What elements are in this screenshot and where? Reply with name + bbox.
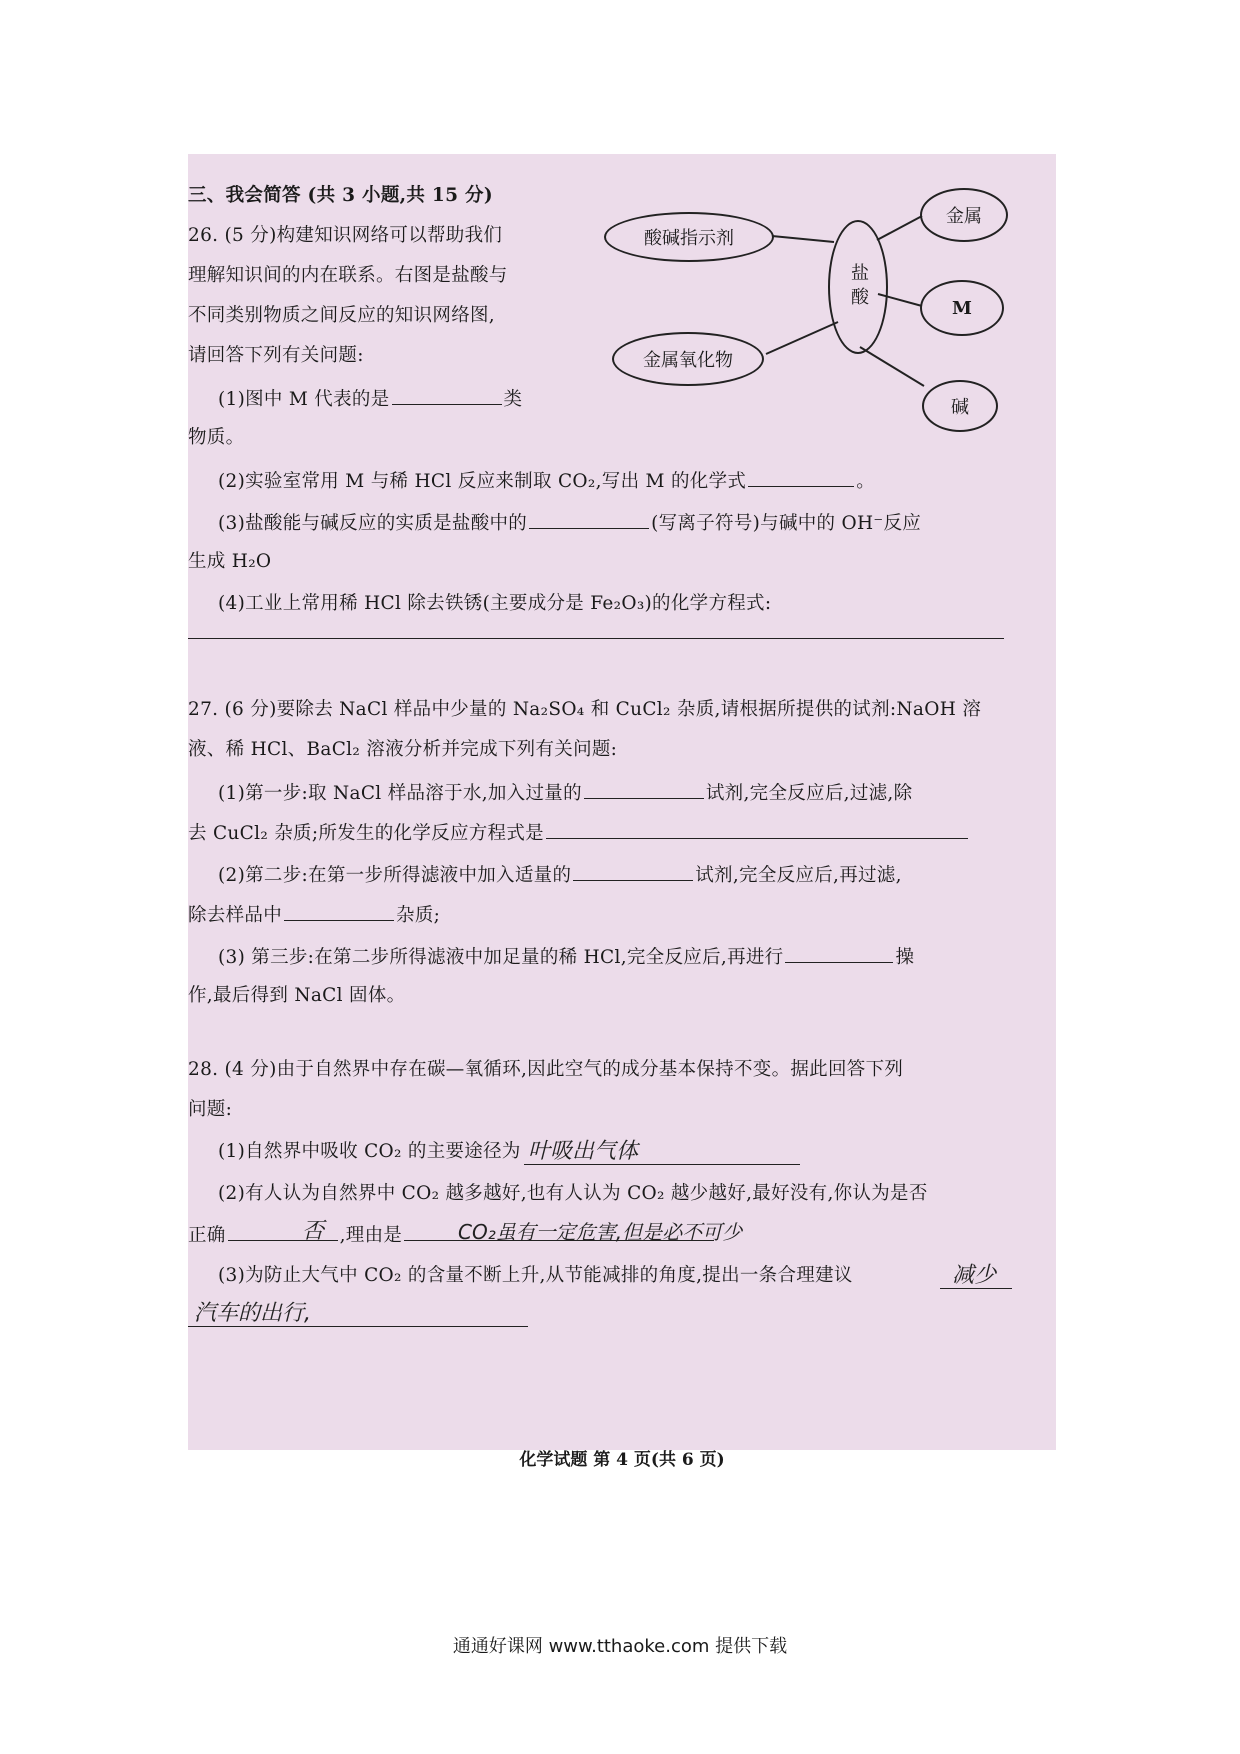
metal-node	[920, 188, 1008, 242]
q27-step3-cont: 作,最后得到 NaCl 固体。	[188, 985, 406, 1006]
q27-step3-text: (3) 第三步:在第二步所得滤液中加足量的稀 HCl,完全反应后,再进行	[218, 947, 784, 968]
q27-step1	[218, 780, 912, 806]
q28-part1-text: (1)自然界中吸收 CO₂ 的主要途径为	[218, 1141, 521, 1162]
q27-step2-text: (2)第二步:在第一步所得滤液中加入适量的	[218, 865, 572, 886]
metal-oxide-node	[612, 332, 764, 386]
indicator-node	[604, 212, 774, 262]
answer-blank[interactable]	[785, 944, 893, 963]
answer-blank[interactable]	[573, 862, 693, 881]
q27-intro-line: 液、稀 HCl、BaCl₂ 溶液分析并完成下列有关问题:	[188, 739, 618, 760]
q26-part2-end: 。	[856, 471, 875, 492]
q26-intro-line: 请回答下列有关问题:	[188, 345, 364, 366]
q26-part1-text: (1)图中 M 代表的是	[218, 389, 390, 410]
metal-label: 金属	[946, 206, 982, 227]
handwritten-answer: 否	[302, 1219, 325, 1244]
q27-step1-cont	[188, 820, 970, 846]
q28-part1	[218, 1140, 521, 1164]
q26-part3-text2: (写离子符号)与碱中的 OH⁻反应	[651, 513, 922, 534]
q27-step2	[218, 862, 902, 888]
handwritten-answer: 减少	[952, 1263, 997, 1288]
q28-part2: (2)有人认为自然界中 CO₂ 越多越好,也有人认为 CO₂ 越少越好,最好没有,你认为是否	[218, 1183, 928, 1204]
q28-intro-line: 28. (4 分)由于自然界中存在碳—氧循环,因此空气的成分基本保持不变。据此回答下列	[188, 1059, 904, 1080]
answer-blank[interactable]	[546, 820, 968, 839]
q26-part3-text: (3)盐酸能与碱反应的实质是盐酸中的	[218, 513, 528, 534]
m-node	[920, 280, 1004, 336]
page-footer: 化学试题 第 4 页(共 6 页)	[519, 1450, 725, 1470]
answer-blank[interactable]	[392, 386, 502, 405]
answer-blank[interactable]	[284, 902, 394, 921]
q27-step2-text2: 试剂,完全反应后,再过滤,	[695, 865, 902, 886]
metal-oxide-label: 金属氧化物	[643, 350, 733, 371]
q28-part2-reason-label: ,理由是	[339, 1225, 403, 1246]
q26-part1-cont: 物质。	[188, 427, 245, 448]
section-title: 三、我会简答 (共 3 小题,共 15 分)	[188, 185, 493, 206]
diagram-links	[188, 154, 1056, 414]
answer-line[interactable]	[188, 638, 1004, 639]
answer-blank[interactable]	[529, 510, 649, 529]
q27-step1-text2: 试剂,完全反应后,过滤,除	[705, 783, 913, 804]
handwritten-answer: 叶吸出气体	[528, 1139, 639, 1164]
handwritten-answer: CO₂虽有一定危害,但是必不可少	[458, 1220, 743, 1244]
q26-intro-line: 理解知识间的内在联系。右图是盐酸与	[188, 265, 508, 286]
hydrochloric-acid-label: 盐酸	[848, 263, 869, 311]
answer-line[interactable]	[940, 1288, 1012, 1289]
q28-part3: (3)为防止大气中 CO₂ 的含量不断上升,从节能减排的角度,提出一条合理建议	[218, 1265, 853, 1286]
answer-line[interactable]	[188, 1326, 528, 1327]
q26-part3-cont: 生成 H₂O	[188, 551, 272, 572]
hydrochloric-acid-node	[828, 220, 888, 354]
answer-blank[interactable]	[584, 780, 704, 799]
q27-step2-text4: 杂质;	[396, 905, 441, 926]
handwritten-answer: 汽车的出行,	[194, 1301, 311, 1326]
answer-line[interactable]	[524, 1164, 800, 1165]
q27-step2-text3: 除去样品中	[188, 905, 283, 926]
q26-part1	[218, 386, 522, 412]
q27-step1-text: (1)第一步:取 NaCl 样品溶于水,加入过量的	[218, 783, 582, 804]
q27-intro-line: 27. (6 分)要除去 NaCl 样品中少量的 Na₂SO₄ 和 CuCl₂ 杂质,请根据所提供的试剂:NaOH 溶	[188, 699, 982, 720]
q27-step2-cont	[188, 902, 440, 928]
q26-part3	[218, 510, 921, 536]
base-label: 碱	[951, 397, 969, 418]
q26-part2-text: (2)实验室常用 M 与稀 HCl 反应来制取 CO₂,写出 M 的化学式	[218, 471, 747, 492]
q26-part4: (4)工业上常用稀 HCl 除去铁锈(主要成分是 Fe₂O₃)的化学方程式:	[218, 593, 772, 614]
q27-step3	[218, 944, 914, 970]
q28-intro-line: 问题:	[188, 1099, 233, 1120]
scanned-exam-page	[188, 154, 1056, 1470]
q26-intro-line: 不同类别物质之间反应的知识网络图,	[188, 305, 495, 326]
q26-intro-line: 26. (5 分)构建知识网络可以帮助我们	[188, 225, 503, 246]
q28-part2-label: 正确	[188, 1225, 226, 1246]
indicator-label: 酸碱指示剂	[644, 228, 734, 249]
knowledge-network-diagram	[188, 154, 1056, 418]
q26-part2	[218, 468, 875, 494]
answer-blank[interactable]	[748, 468, 854, 487]
q27-step3-text2: 操	[895, 947, 915, 968]
download-credit: 通通好课网 www.tthaoke.com 提供下载	[452, 1636, 788, 1657]
base-node	[922, 380, 998, 432]
q26-part1-unit: 类	[503, 389, 523, 410]
q27-step1-text3: 去 CuCl₂ 杂质;所发生的化学反应方程式是	[188, 823, 544, 844]
m-label: M	[952, 297, 972, 319]
